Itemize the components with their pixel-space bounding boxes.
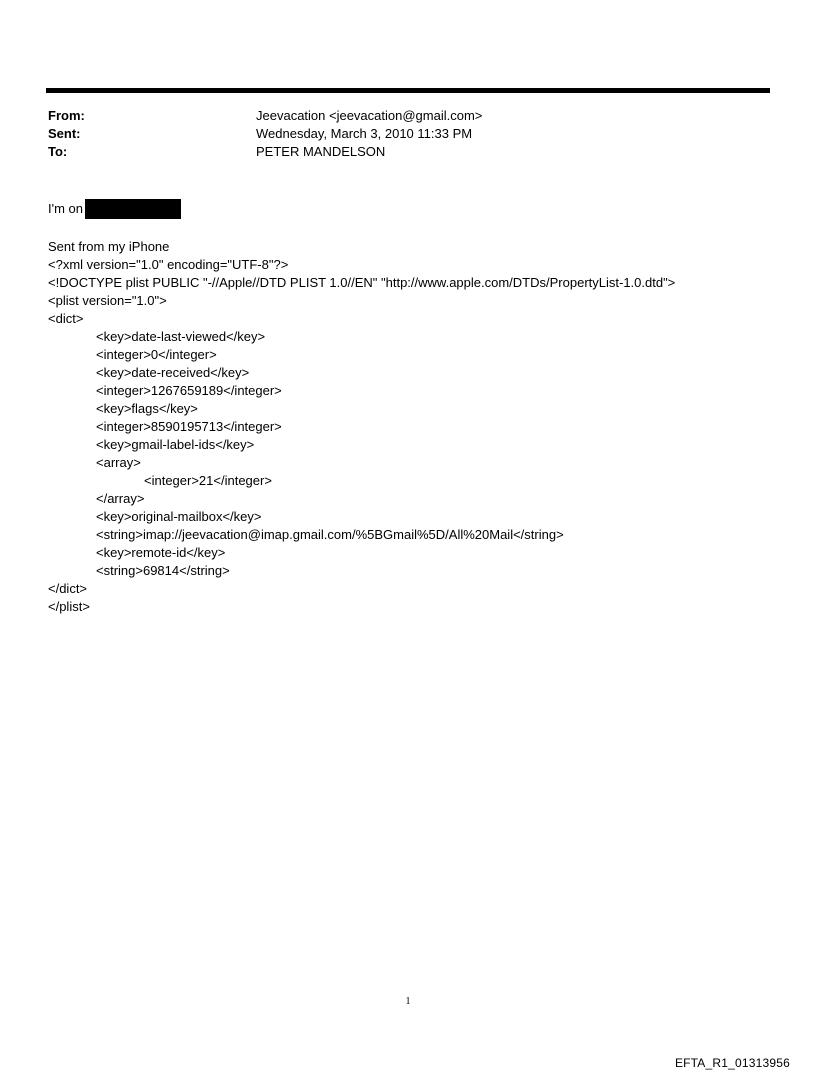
to-value: PETER MANDELSON — [256, 144, 386, 159]
xml-line: <key>original-mailbox</key> — [96, 509, 262, 524]
xml-line: <key>gmail-label-ids</key> — [96, 437, 255, 452]
xml-line: <key>date-last-viewed</key> — [96, 329, 266, 344]
xml-line: <integer>0</integer> — [96, 347, 217, 362]
sent-label: Sent: — [48, 126, 81, 141]
sent-row — [48, 126, 748, 144]
xml-line: <?xml version="1.0" encoding="UTF-8"?> — [48, 257, 289, 272]
xml-line: <plist version="1.0"> — [48, 293, 167, 308]
from-row — [48, 108, 748, 126]
document-id: EFTA_R1_01313956 — [674, 1056, 790, 1070]
xml-line: <string>69814</string> — [96, 563, 230, 578]
xml-line: </array> — [96, 491, 145, 506]
xml-line: <integer>8590195713</integer> — [96, 419, 282, 434]
to-row — [48, 144, 748, 162]
xml-line: <string>imap://jeevacation@imap.gmail.com/%5BGmail%5D/All%20Mail</string> — [96, 527, 564, 542]
to-label: To: — [48, 144, 68, 159]
email-header — [48, 108, 748, 162]
page-number: 1 — [405, 996, 411, 1007]
from-value: Jeevacation <jeevacation@gmail.com> — [256, 108, 483, 123]
header-divider — [46, 88, 770, 93]
xml-line: <key>flags</key> — [96, 401, 198, 416]
xml-line: <integer>1267659189</integer> — [96, 383, 282, 398]
xml-line: <key>date-received</key> — [96, 365, 250, 380]
xml-line: <integer>21</integer> — [144, 473, 272, 488]
xml-line: </dict> — [48, 581, 88, 596]
from-label: From: — [48, 108, 85, 123]
greeting-line — [48, 198, 788, 220]
blank-line — [48, 220, 788, 238]
xml-line: <dict> — [48, 311, 84, 326]
xml-line: <!DOCTYPE plist PUBLIC "-//Apple//DTD PLIST 1.0//EN" "http://www.apple.com/DTDs/PropertyList-1.0.dtd"> — [48, 275, 676, 290]
email-body — [48, 198, 788, 616]
xml-line: </plist> — [48, 599, 90, 614]
sent-value: Wednesday, March 3, 2010 11:33 PM — [256, 126, 473, 141]
signature-line: Sent from my iPhone — [48, 239, 170, 254]
redaction-block — [85, 199, 181, 219]
xml-line: <array> — [96, 455, 141, 470]
greeting-text: I'm on — [48, 201, 83, 216]
xml-line: <key>remote-id</key> — [96, 545, 226, 560]
